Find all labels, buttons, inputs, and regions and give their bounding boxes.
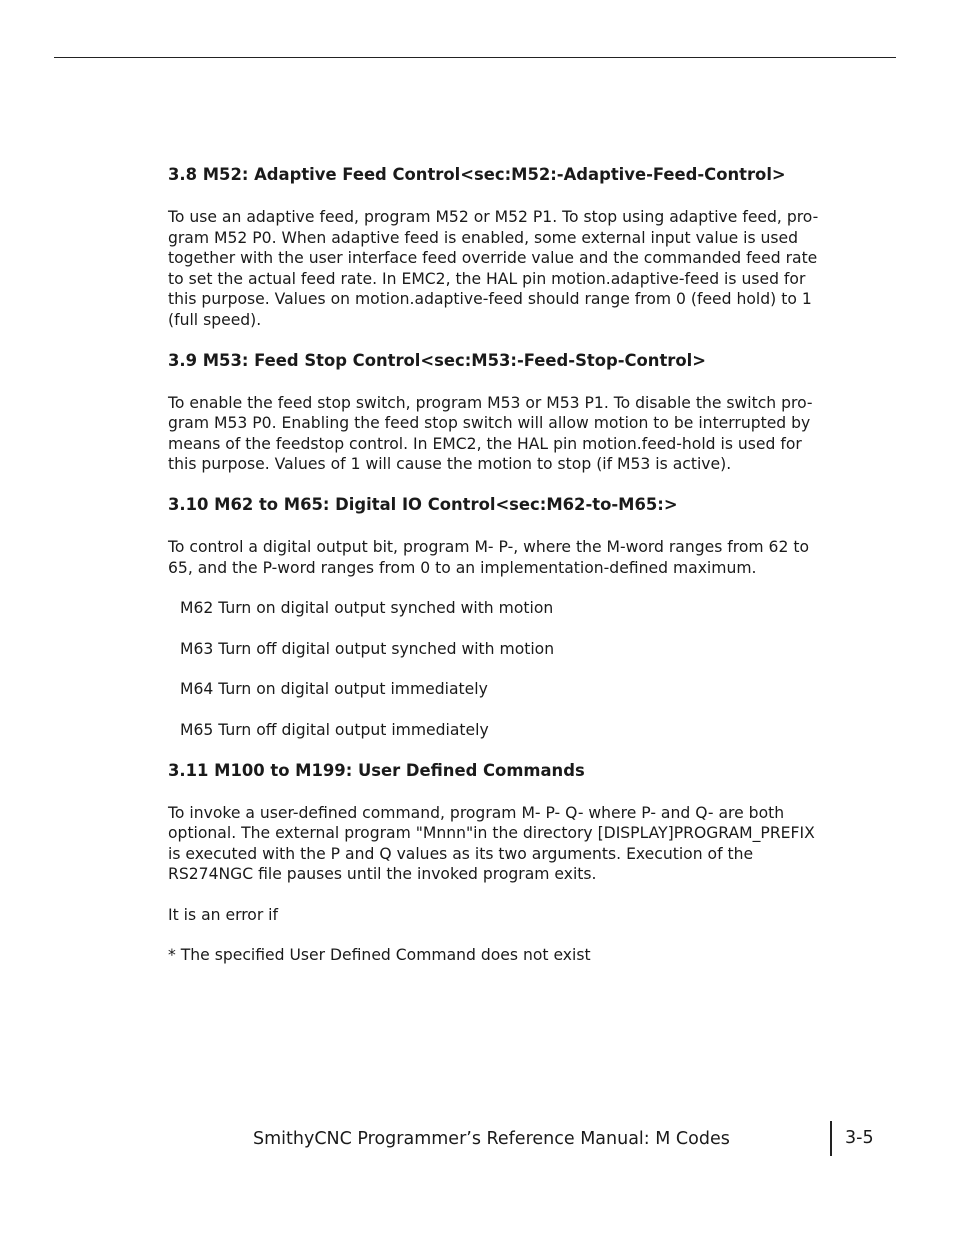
section-heading-m100-m199: 3.11 M100 to M199: User Defined Commands bbox=[168, 760, 585, 780]
section-heading-m53: 3.9 M53: Feed Stop Control<sec:M53:-Feed-Stop-Control> bbox=[168, 350, 707, 370]
paragraph-line: gram M52 P0. When adaptive feed is enabled, some external input value is used bbox=[168, 228, 799, 247]
section-heading-m52: 3.8 M52: Adaptive Feed Control<sec:M52:-Adaptive-Feed-Control> bbox=[168, 165, 786, 184]
paragraph-line: To enable the feed stop switch, program M53 or M53 P1. To disable the switch pro- bbox=[168, 393, 813, 412]
paragraph-line: To invoke a user-defined command, program M- P- Q- where P- and Q- are both bbox=[168, 803, 785, 822]
error-intro-text: It is an error if bbox=[168, 905, 279, 924]
paragraph-line: optional. The external program "Mnnn"in the directory [DISPLAY]PROGRAM_PREFIX bbox=[168, 824, 815, 843]
paragraph-line: (full speed). bbox=[168, 310, 262, 329]
paragraph-line: means of the feedstop control. In EMC2, the HAL pin motion.feed-hold is used for bbox=[168, 434, 802, 453]
paragraph-line: is executed with the P and Q values as its two arguments. Execution of the bbox=[168, 844, 754, 863]
code-list-item-m63: M63 Turn off digital output synched with motion bbox=[180, 639, 555, 658]
footer-divider bbox=[830, 1121, 832, 1156]
paragraph-line: RS274NGC file pauses until the invoked program exits. bbox=[168, 865, 597, 884]
paragraph-line: To use an adaptive feed, program M52 or M52 P1. To stop using adaptive feed, pro- bbox=[168, 208, 819, 226]
code-list-item-m65: M65 Turn off digital output immediately bbox=[180, 720, 489, 739]
paragraph-line: this purpose. Values of 1 will cause the motion to stop (if M53 is active). bbox=[168, 455, 732, 474]
section-paragraph-m53 bbox=[168, 393, 816, 475]
paragraph-line: To control a digital output bit, program M- P-, where the M-word ranges from 62 to bbox=[168, 537, 810, 556]
page-number: 3-5 bbox=[845, 1128, 874, 1148]
error-list-item: * The specified User Defined Command does not exist bbox=[168, 946, 591, 965]
code-list-item-m64: M64 Turn on digital output immediately bbox=[180, 680, 488, 699]
section-paragraph-m62-m65 bbox=[168, 537, 816, 578]
page-content bbox=[168, 163, 819, 966]
section-paragraph-m52 bbox=[168, 207, 819, 331]
paragraph-line: to set the actual feed rate. In EMC2, the HAL pin motion.adaptive-feed is used for bbox=[168, 269, 806, 288]
paragraph-line: 65, and the P-word ranges from 0 to an implementation-defined maximum. bbox=[168, 558, 757, 577]
paragraph-line: this purpose. Values on motion.adaptive-feed should range from 0 (feed hold) to 1 bbox=[168, 290, 812, 309]
paragraph-line: gram M53 P0. Enabling the feed stop switch will allow motion to be interrupted by bbox=[168, 414, 811, 433]
section-paragraph-m100-m199 bbox=[168, 803, 816, 885]
code-list-item-m62: M62 Turn on digital output synched with motion bbox=[180, 599, 554, 618]
header-rule bbox=[54, 57, 896, 58]
section-heading-m62-m65: 3.10 M62 to M65: Digital IO Control<sec:M62-to-M65:> bbox=[168, 494, 678, 514]
paragraph-line: together with the user interface feed override value and the commanded feed rate bbox=[168, 249, 818, 268]
footer-title: SmithyCNC Programmer’s Reference Manual: M Codes bbox=[253, 1129, 730, 1149]
